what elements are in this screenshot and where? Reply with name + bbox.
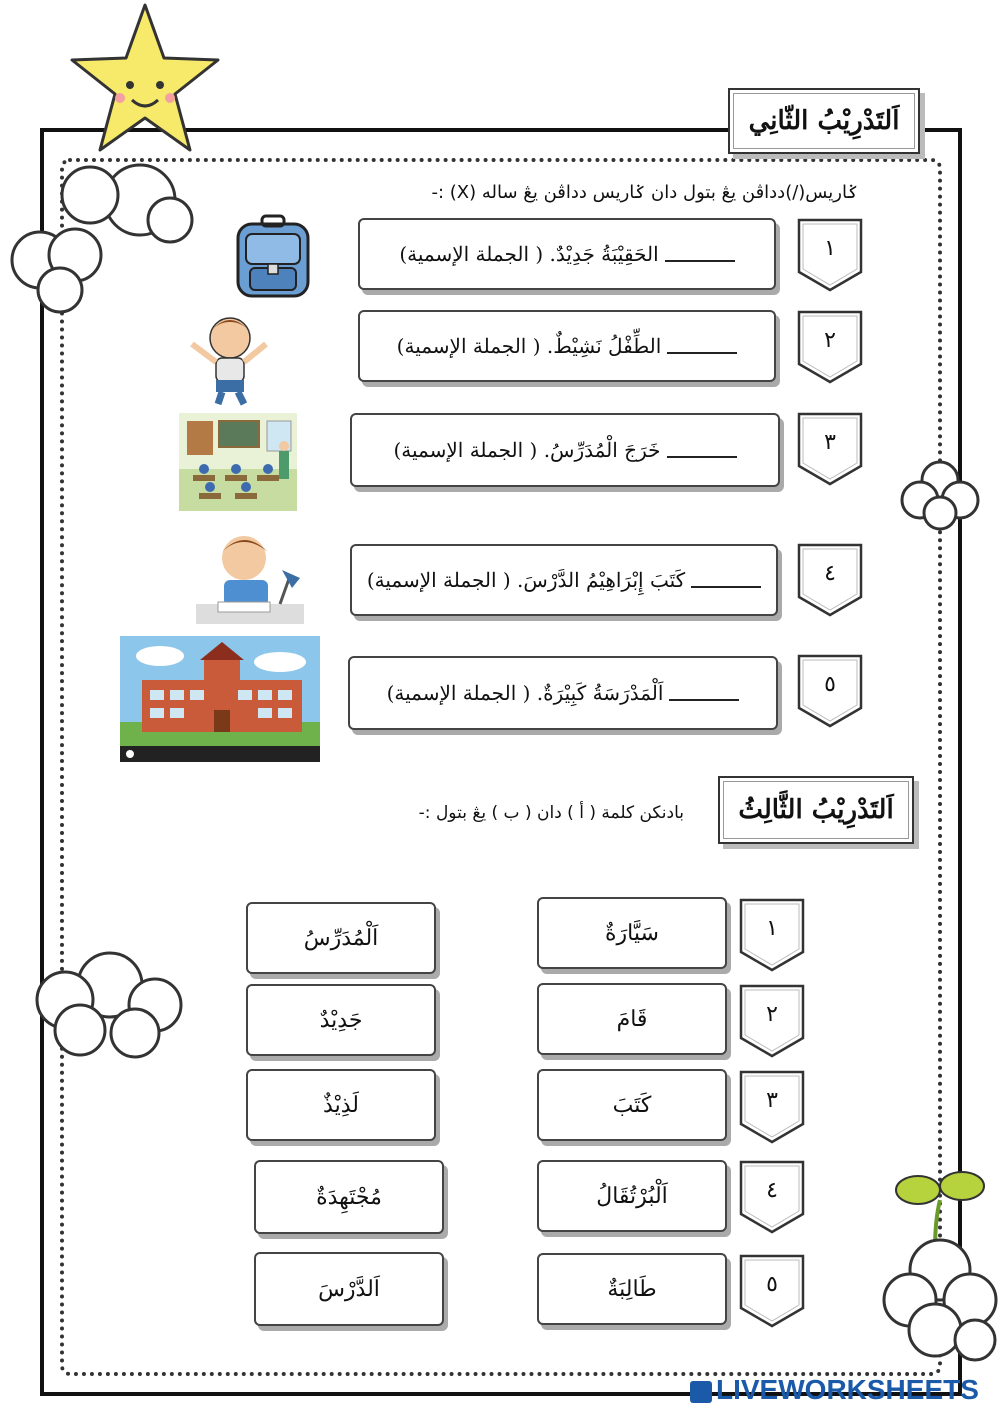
item-number-badge <box>795 652 865 730</box>
liveworksheets-watermark <box>690 1374 979 1406</box>
match-number: ١ <box>766 916 778 941</box>
watermark-text: LIVEWORKSHEETS <box>716 1374 979 1405</box>
item-number-badge <box>795 410 865 488</box>
item-number: ١ <box>824 236 836 261</box>
cloud-plant-decoration <box>880 1160 1000 1370</box>
cloud-decoration-left-bottom <box>10 945 200 1065</box>
match-number-badge <box>737 1068 807 1146</box>
word-a-box[interactable]: سَيَّارَةٌ <box>537 897 727 969</box>
item-number: ٤ <box>824 561 836 586</box>
match-number-badge <box>737 1158 807 1236</box>
item-number-badge <box>795 216 865 294</box>
cloud-decoration-right <box>895 455 985 535</box>
match-number: ٤ <box>766 1178 778 1203</box>
word-a-box[interactable]: قَامَ <box>537 983 727 1055</box>
word-b-box[interactable]: مُجْتَهِدَةٌ <box>254 1160 444 1234</box>
item-number: ٥ <box>824 672 836 697</box>
word-a-box[interactable]: اَلْبُرْتُقَالُ <box>537 1160 727 1232</box>
exercise2-instruction: ݢاريس(/)دداڤن يڠ بتول دان ݢاريس دداڤن يڠ ساله (X) :- <box>431 182 858 203</box>
exercise3-title: اَلتَدْرِيْبُ الثَّالِثُ <box>718 776 914 844</box>
match-number: ٣ <box>766 1088 778 1113</box>
item-number: ٣ <box>824 430 836 455</box>
word-a-box[interactable]: طَالِبَةٌ <box>537 1253 727 1325</box>
item-number-badge <box>795 541 865 619</box>
match-number-badge <box>737 896 807 974</box>
answer-blank[interactable] <box>667 442 737 458</box>
exercise3-instruction: بادنكن كلمة ( أ ) دان ( ب ) يڠ بتول :- <box>418 803 684 823</box>
word-b-box[interactable]: اَلدَّرْسَ <box>254 1252 444 1326</box>
backpack-image <box>232 214 314 300</box>
item-number-badge <box>795 308 865 386</box>
sentence-text: خَرَجَ الْمُدَرِّسُ. <box>543 438 661 462</box>
sentence-box[interactable] <box>350 413 780 487</box>
sentence-tag: ( الجملة الإسمية) <box>393 438 538 462</box>
liveworksheets-logo-icon <box>690 1381 712 1403</box>
sentence-text: اَلْمَدْرَسَةُ كَبِيْرَةٌ. <box>536 681 664 705</box>
boy-writing-image <box>196 530 304 628</box>
sentence-tag: ( الجملة الإسمية) <box>396 334 541 358</box>
sentence-box[interactable] <box>358 310 776 382</box>
cloud-decoration-top-left <box>0 140 210 320</box>
exercise2-title: اَلتَدْرِيْبُ الثّانِي <box>728 88 920 154</box>
sentence-text: الطِّفْلُ نَشِيْطٌ. <box>546 334 662 358</box>
word-b-box[interactable]: لَذِيْذٌ <box>246 1069 436 1141</box>
match-number: ٢ <box>766 1002 778 1027</box>
answer-blank[interactable] <box>667 338 737 354</box>
word-a-box[interactable]: كَتَبَ <box>537 1069 727 1141</box>
match-number-badge <box>737 1252 807 1330</box>
answer-blank[interactable] <box>669 685 739 701</box>
sentence-text: كَتَبَ إِبْرَاهِيْمُ الدَّرْسَ. <box>517 568 686 592</box>
word-b-box[interactable]: جَدِيْدٌ <box>246 984 436 1056</box>
answer-blank[interactable] <box>691 572 761 588</box>
word-b-box[interactable]: اَلْمُدَرِّسُ <box>246 902 436 974</box>
sentence-text: الحَقِيْبَةُ جَدِيْدٌ. <box>549 242 659 266</box>
answer-blank[interactable] <box>665 246 735 262</box>
sentence-box[interactable] <box>350 544 778 616</box>
sentence-tag: ( الجملة الإسمية) <box>366 568 511 592</box>
sentence-box[interactable] <box>348 656 778 730</box>
match-number: ٥ <box>766 1272 778 1297</box>
sentence-tag: ( الجملة الإسمية) <box>399 242 544 266</box>
sentence-box[interactable] <box>358 218 776 290</box>
match-number-badge <box>737 982 807 1060</box>
jumping-boy-image <box>186 308 272 406</box>
classroom-image <box>179 413 297 511</box>
sentence-tag: ( الجملة الإسمية) <box>386 681 531 705</box>
school-building-image <box>120 636 320 762</box>
item-number: ٢ <box>824 328 836 353</box>
